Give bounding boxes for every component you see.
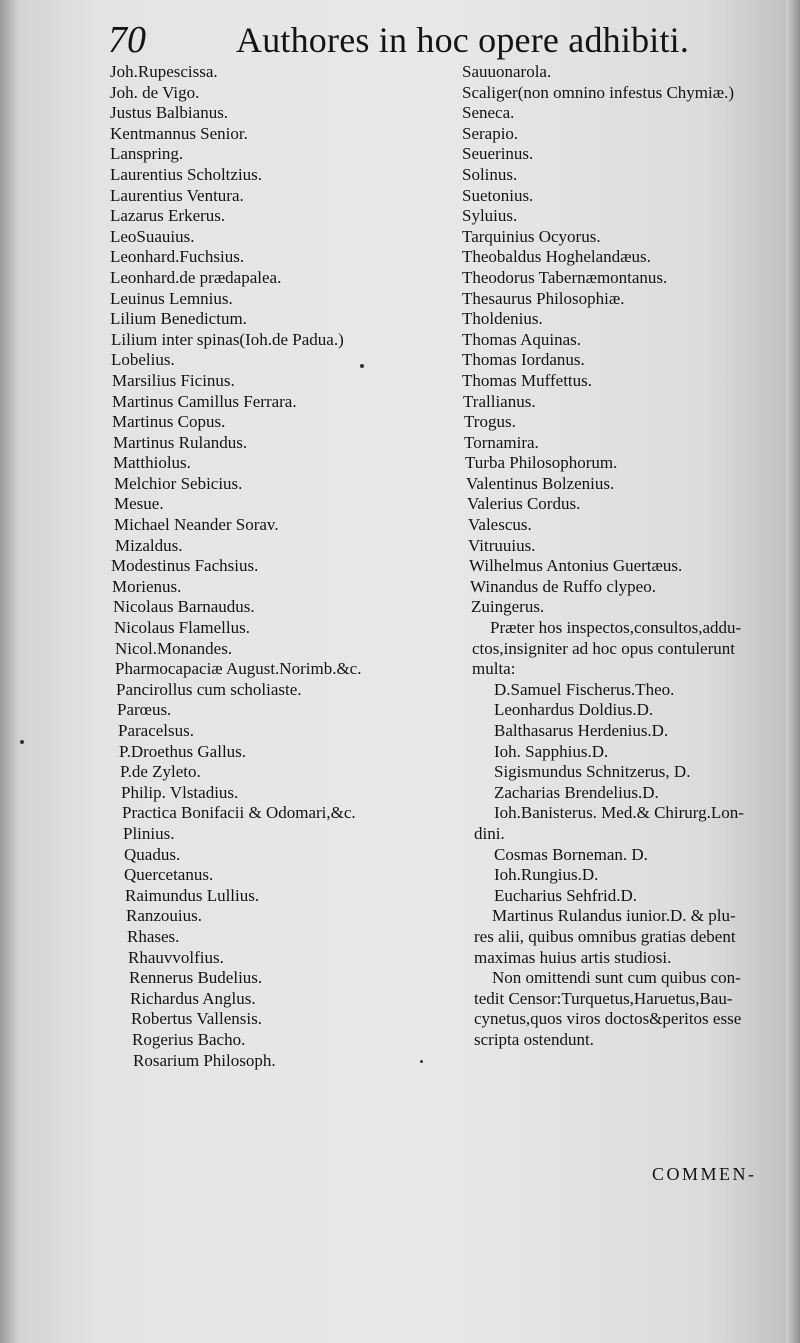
closing-line: scripta ostendunt. [474, 1029, 594, 1049]
author-entry: Rosarium Philosoph. [133, 1050, 276, 1070]
author-entry: Tornamira. [464, 432, 539, 452]
author-entry: Leonhard.Fuchsius. [110, 247, 245, 267]
author-entry: Rhases. [127, 926, 180, 946]
author-entry: Zuingerus. [471, 597, 545, 617]
author-entry: Lilium inter spinas(Ioh.de Padua.) [111, 329, 344, 349]
author-entry: Vitruuius. [468, 535, 536, 555]
ink-speck [20, 740, 24, 744]
author-entry: Ranzouius. [126, 906, 203, 926]
author-entry: Matthiolus. [113, 453, 191, 473]
prose-line: Præter hos inspectos,consultos,addu- [490, 618, 742, 638]
author-entry: Lazarus Erkerus. [110, 206, 226, 226]
author-entry: Turba Philosophorum. [465, 453, 618, 473]
author-entry: Martinus Copus. [112, 412, 226, 432]
closing-line: Non omittendi sunt cum quibus con- [492, 968, 741, 988]
author-entry: Valerius Cordus. [467, 494, 581, 514]
contributor-entry: dini. [474, 823, 505, 843]
author-entry: Valescus. [468, 515, 532, 535]
author-entry: Mesue. [114, 494, 164, 514]
author-entry: Seneca. [462, 103, 515, 123]
author-entry: Laurentius Ventura. [110, 185, 244, 205]
left-author-column [110, 62, 450, 1071]
author-entry: Laurentius Scholtzius. [110, 164, 263, 184]
catchword: COMMEN- [652, 1164, 757, 1184]
author-entry: Richardus Anglus. [130, 988, 256, 1008]
author-entry: Leuinus Lemnius. [110, 288, 233, 308]
contributor-entry: Ioh.Banisterus. Med.& Chirurg.Lon- [494, 803, 744, 823]
author-entry: Tarquinius Ocyorus. [462, 226, 601, 246]
author-entry: P.Droethus Gallus. [119, 741, 247, 761]
contributor-entry: Ioh.Rungius.D. [494, 865, 599, 885]
author-entry: Thomas Aquinas. [462, 329, 581, 349]
author-entry: Martinus Rulandus. [113, 432, 248, 452]
prose-line: multa: [472, 659, 516, 679]
author-entry: Lilium Benedictum. [110, 309, 247, 329]
author-entry: Morienus. [112, 576, 182, 596]
author-entry: Justus Balbianus. [110, 103, 229, 123]
contributor-entry: Sigismundus Schnitzerus, D. [494, 762, 691, 782]
running-header [100, 14, 780, 62]
author-entry: Lobelius. [111, 350, 175, 370]
author-entry: Theodorus Tabernæmontanus. [462, 267, 668, 287]
contributor-entry: Cosmas Borneman. D. [494, 844, 648, 864]
author-entry: Paracelsus. [118, 721, 195, 740]
author-entry: Winandus de Ruffo clypeo. [470, 576, 656, 596]
author-entry: Tholdenius. [462, 309, 543, 329]
author-entry: LeoSuauius. [110, 226, 195, 246]
author-entry: Trallianus. [463, 391, 536, 411]
contributor-entry: D.Samuel Fischerus.Theo. [494, 679, 675, 699]
author-entry: Valentinus Bolzenius. [466, 473, 615, 493]
author-entry: Rhauvvolfius. [128, 947, 224, 967]
author-entry: Solinus. [462, 164, 518, 184]
author-entry: Trogus. [464, 412, 516, 432]
author-entry: Theobaldus Hoghelandæus. [462, 247, 651, 267]
contributor-entry: Balthasarus Herdenius.D. [494, 721, 669, 740]
author-entry: Practica Bonifacii & Odomari,&c. [122, 803, 356, 823]
author-entry: Pancirollus cum scholiaste. [116, 679, 302, 699]
author-entry: Plinius. [123, 823, 175, 843]
author-entry: Pharmocapaciæ August.Norimb.&c. [115, 659, 362, 679]
author-entry: Mizaldus. [115, 535, 183, 555]
author-entry: Wilhelmus Antonius Guertæus. [469, 556, 683, 576]
author-entry: Scaliger(non omnino infestus Chymiæ.) [462, 82, 734, 102]
author-entry: Joh.Rupescissa. [110, 62, 218, 81]
contributor-entry: Ioh. Sapphius.D. [494, 741, 609, 761]
author-entry: Serapio. [462, 123, 519, 143]
author-entry: Modestinus Fachsius. [111, 556, 259, 576]
author-entry: P.de Zyleto. [120, 762, 201, 782]
author-entry: Parœus. [117, 700, 172, 720]
author-entry: Nicolaus Flamellus. [114, 618, 250, 638]
author-entry: Martinus Camillus Ferrara. [112, 391, 297, 411]
ink-speck [420, 1060, 423, 1063]
author-entry: Sauuonarola. [462, 62, 552, 81]
author-entry: Rennerus Budelius. [129, 968, 263, 988]
page-title: Authores in hoc opere adhibiti. [236, 20, 690, 60]
ink-speck [360, 364, 364, 368]
author-entry: Nicol.Monandes. [115, 638, 233, 658]
author-entry: Michael Neander Sorav. [114, 515, 279, 535]
author-entry: Lanspring. [110, 144, 184, 164]
prose-line: ctos,insigniter ad hoc opus contulerunt [472, 638, 735, 658]
author-entry: Quadus. [124, 844, 181, 864]
contributor-entry: Leonhardus Doldius.D. [494, 700, 654, 720]
contributor-entry: Zacharias Brendelius.D. [494, 782, 659, 802]
closing-line: Martinus Rulandus iunior.D. & plu- [492, 906, 736, 926]
page-gutter-shadow [0, 0, 18, 1343]
author-entry: Joh. de Vigo. [110, 82, 200, 102]
author-entry: Raimundus Lullius. [125, 885, 260, 905]
author-entry: Seuerinus. [462, 144, 534, 164]
author-entry: Marsilius Ficinus. [112, 370, 235, 390]
author-entry: Rogerius Bacho. [132, 1029, 246, 1049]
author-entry: Leonhard.de prædapalea. [110, 267, 282, 287]
author-entry: Philip. Vlstadius. [121, 782, 239, 802]
closing-line: tedit Censor:Turquetus,Haruetus,Bau- [474, 988, 733, 1008]
author-entry: Thomas Muffettus. [462, 370, 593, 390]
closing-line: maximas huius artis studiosi. [474, 947, 672, 967]
author-entry: Thesaurus Philosophiæ. [462, 288, 625, 308]
author-entry: Suetonius. [462, 185, 534, 205]
contributor-entry: Eucharius Sehfrid.D. [494, 885, 638, 905]
page-number: 70 [108, 19, 146, 61]
author-entry: Robertus Vallensis. [131, 1009, 262, 1029]
closing-line: cynetus,quos viros doctos&peritos esse [474, 1009, 742, 1029]
right-author-column [462, 62, 792, 1051]
author-entry: Kentmannus Senior. [110, 123, 248, 143]
author-entry: Thomas Iordanus. [462, 350, 585, 370]
author-entry: Syluius. [462, 206, 518, 226]
author-entry: Melchior Sebicius. [114, 473, 243, 493]
author-entry: Nicolaus Barnaudus. [113, 597, 255, 617]
closing-line: res alii, quibus omnibus gratias debent [474, 926, 736, 946]
author-entry: Quercetanus. [124, 865, 214, 885]
